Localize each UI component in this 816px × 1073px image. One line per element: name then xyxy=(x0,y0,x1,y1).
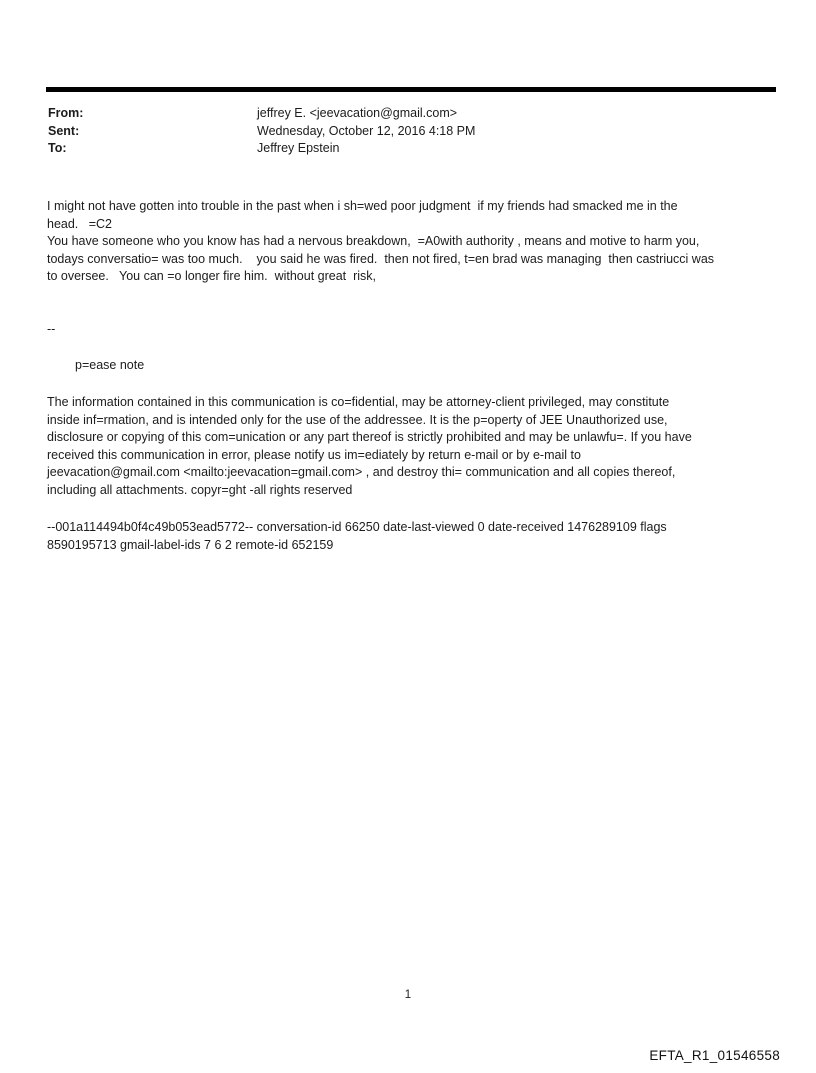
mime-trailer-line: 8590195713 gmail-label-ids 7 6 2 remote-id 652159 xyxy=(47,537,334,552)
email-header xyxy=(48,105,475,158)
page-number: 1 xyxy=(404,989,412,1001)
message-line: to oversee. You can =o longer fire him. without great risk, xyxy=(47,269,376,283)
disclaimer-line: The information contained in this communication is co=fidential, may be attorney-client privileged, may constitute xyxy=(47,395,670,409)
to-value: Jeffrey Epstein xyxy=(257,141,340,155)
header-row-from xyxy=(48,105,475,123)
bates-number: EFTA_R1_01546558 xyxy=(649,1048,780,1063)
message-line: You have someone who you know has had a nervous breakdown, =A0with authority , means and motive to harm you, xyxy=(47,234,700,248)
disclaimer-line: jeevacation@gmail.com <mailto:jeevacation=gmail.com> , and destroy thi= communication and all copies thereof, xyxy=(47,465,676,479)
message-line: todays conversatio= was too much. you said he was fired. then not fired, t=en brad was managing then castriucci was xyxy=(47,251,715,266)
disclaimer-line: including all attachments. copyr=ght -all rights reserved xyxy=(47,482,353,497)
disclaimer-line: inside inf=rmation, and is intended only for the use of the addressee. It is the p=operty of JEE Unauthorized use, xyxy=(47,412,668,427)
header-divider-rule xyxy=(46,87,776,92)
from-value: jeffrey E. <jeevacation@gmail.com> xyxy=(257,106,458,120)
header-row-to xyxy=(48,140,475,158)
sent-label: Sent: xyxy=(48,123,80,138)
signature-note: p=ease note xyxy=(75,358,145,372)
mime-trailer xyxy=(47,519,667,554)
header-row-sent xyxy=(48,123,475,141)
message-line: head. =C2 xyxy=(47,216,112,231)
to-label: To: xyxy=(48,141,67,155)
disclaimer-line: disclosure or copying of this com=unication or any part thereof is strictly prohibited and may be unlawfu=. If you have xyxy=(47,430,692,444)
sent-value: Wednesday, October 12, 2016 4:18 PM xyxy=(257,123,476,138)
message-line: I might not have gotten into trouble in the past when i sh=wed poor judgment if my friends had smacked me in the xyxy=(47,199,678,213)
confidentiality-disclaimer xyxy=(47,394,692,499)
from-label: From: xyxy=(48,106,84,120)
mime-trailer-line: --001a114494b0f4c49b053ead5772-- conversation-id 66250 date-last-viewed 0 date-received 1476289109 flags xyxy=(47,520,667,534)
email-message-body xyxy=(47,198,714,286)
signature-delimiter: -- xyxy=(47,322,56,336)
disclaimer-line: received this communication in error, please notify us im=ediately by return e-mail or by e-mail to xyxy=(47,447,581,462)
